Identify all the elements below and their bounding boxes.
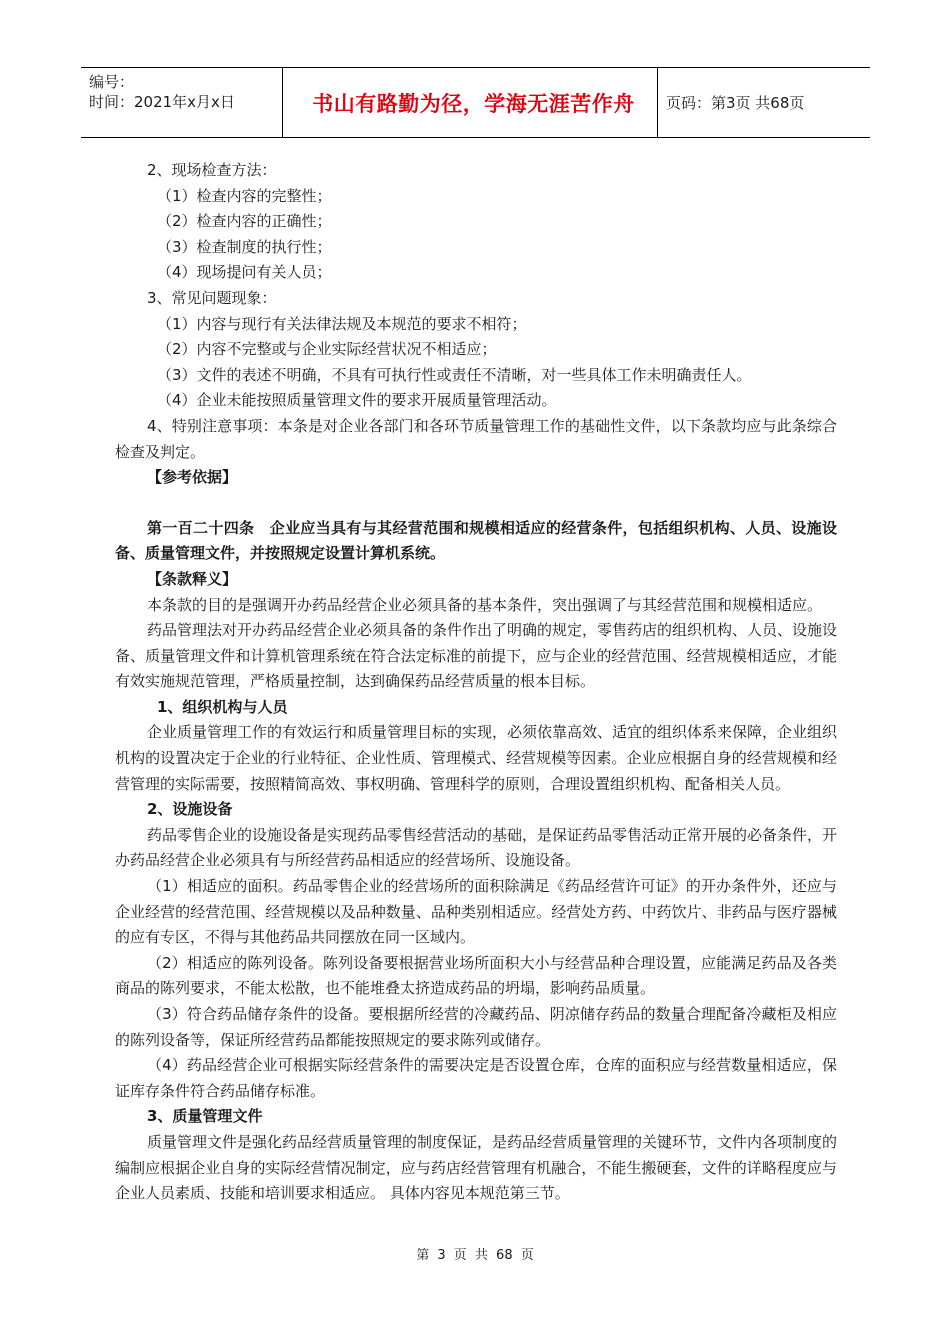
- body-paragraph: 药品管理法对开办药品经营企业必须具备的条件作出了明确的规定，零售药店的组织机构、人员、设施设备、质量管理文件和计算机管理系统在符合法定标准的前提下，应与企业的经营范围、经营规模相适应，才能有效实施规范管理，严格质量控制，达到确保药品经营质量的根本目标。: [115, 621, 838, 691]
- body-paragraph: 3、常见问题现象：: [147, 288, 277, 307]
- body-paragraph: 4、特别注意事项：本条是对企业各部门和各环节质量管理工作的基础性文件，以下条款均应与此条综合检查及判定。: [115, 416, 837, 461]
- body-paragraph: （1）检查内容的完整性；: [157, 186, 332, 205]
- header-motto: 书山有路勤为径，学海无涯苦作舟: [312, 91, 635, 116]
- section-heading: 第一百二十四条 企业应当具有与其经营范围和规模相适应的经营条件，包括组织机构、人员、设施设备、质量管理文件，并按照规定设置计算机系统。: [115, 518, 837, 563]
- document-date-label: 时间：2021年x月x日: [89, 93, 235, 111]
- header-table: [81, 67, 870, 138]
- body-paragraph: 企业质量管理工作的有效运行和质量管理目标的实现，必须依靠高效、适宜的组织体系来保障，企业组织机构的设置决定于企业的行业特征、企业性质、管理模式、经营规模等因素。企业应根据自身的经营规模和经营管理的实际需要，按照精简高效、事权明确、管理科学的原则，合理设置组织机构、配备相关人员。: [115, 723, 838, 793]
- body-paragraph: （4）药品经营企业可根据实际经营条件的需要决定是否设置仓库，仓库的面积应与经营数量相适应，保证库存条件符合药品储存标准。: [115, 1056, 837, 1100]
- body-paragraph: （2）相适应的陈列设备。陈列设备要根据营业场所面积大小与经营品种合理设置，应能满足药品及各类商品的陈列要求，不能太松散，也不能堆叠太挤造成药品的坍塌，影响药品质量。: [115, 953, 837, 998]
- section-heading: 1、组织机构与人员: [157, 697, 288, 716]
- blank-line: [115, 491, 837, 516]
- body-paragraph: 质量管理文件是强化药品经营质量管理的制度保证，是药品经营质量管理的关键环节，文件内各项制度的编制应根据企业自身的实际经营情况制定，应与药店经营管理有机融合，不能生搬硬套，文件的详略程度应与企业人员素质、技能和培训要求相适应。 具体内容见本规范第三节。: [115, 1132, 838, 1203]
- section-heading: 2、设施设备: [147, 800, 233, 819]
- body-paragraph: （3）文件的表述不明确，不具有可执行性或责任不清晰，对一些具体工作未明确责任人。: [157, 365, 752, 384]
- header-divider: [657, 68, 658, 137]
- section-heading: 3、质量管理文件: [147, 1107, 263, 1126]
- body-paragraph: （1）相适应的面积。药品零售企业的经营场所的面积除满足《药品经营许可证》的开办条件外，还应与企业经营的经营范围、经营规模以及品种数量、品种类别相适应。经营处方药、中药饮片、非药品与医疗器械的应有专区，不得与其他药品共同摆放在同一区域内。: [115, 877, 837, 947]
- body-paragraph: （3）符合药品储存条件的设备。要根据所经营的冷藏药品、阴凉储存药品的数量合理配备冷藏柜及相应的陈列设备等，保证所经营药品都能按照规定的要求陈列或储存。: [115, 1005, 837, 1049]
- document-number-label: 编号：: [89, 73, 135, 91]
- body-paragraph: （1）内容与现行有关法律法规及本规范的要求不相符；: [157, 314, 527, 333]
- body-paragraph: 本条款的目的是强调开办药品经营企业必须具备的基本条件，突出强调了与其经营范围和规模相适应。: [147, 595, 823, 614]
- header-left-cell: [89, 72, 235, 112]
- body-paragraph: （2）内容不完整或与企业实际经营状况不相适应；: [157, 340, 497, 359]
- header-divider: [282, 68, 283, 137]
- body-paragraph: 药品零售企业的设施设备是实现药品零售经营活动的基础，是保证药品零售活动正常开展的必备条件，开办药品经营企业必须具有与所经营药品相适应的经营场所、设施设备。: [115, 825, 838, 870]
- body-paragraph: （3）检查制度的执行性；: [157, 237, 332, 256]
- page-footer: 第 3 页 共 68 页: [416, 1248, 534, 1263]
- section-heading: 【参考依据】: [147, 468, 238, 487]
- body-paragraph: （4）现场提问有关人员；: [157, 263, 332, 282]
- document-body: [115, 158, 837, 1207]
- section-heading: 【条款释义】: [147, 569, 238, 588]
- body-paragraph: （4）企业未能按照质量管理文件的要求开展质量管理活动。: [157, 391, 557, 410]
- body-paragraph: 2、现场检查方法：: [147, 161, 277, 179]
- header-page-info: 页码：第3页 共68页: [666, 94, 805, 112]
- body-paragraph: （2）检查内容的正确性；: [157, 212, 332, 231]
